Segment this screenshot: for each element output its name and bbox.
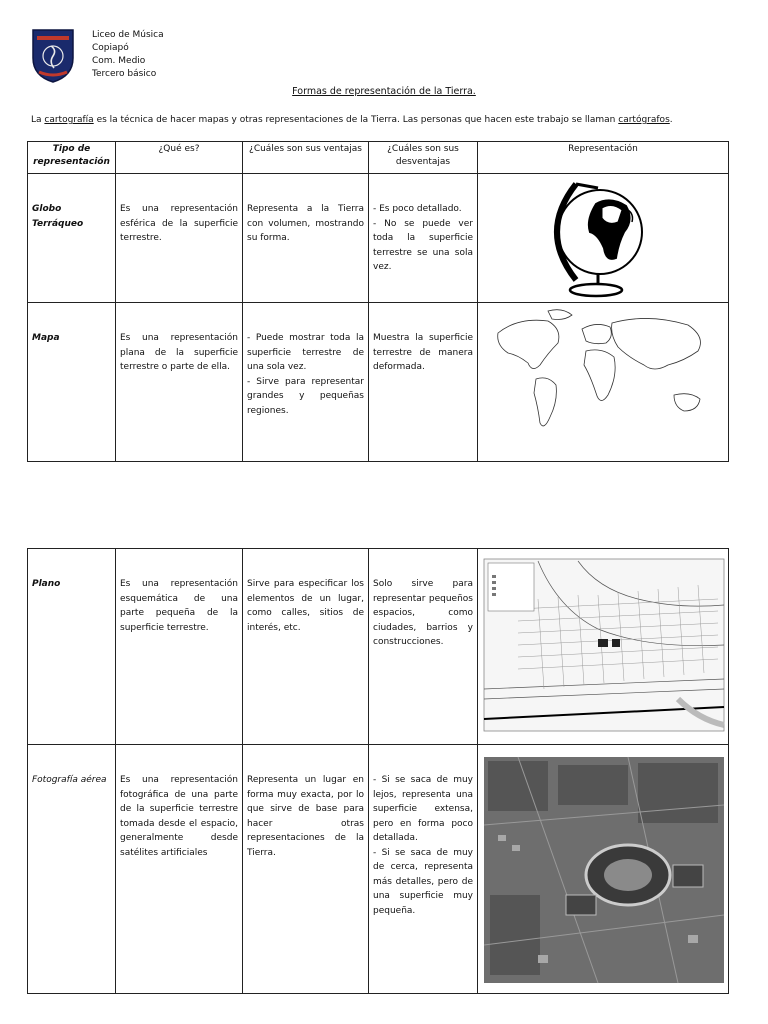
header-representacion: Representación [478, 142, 729, 174]
row-mapa-desventajas: Muestra la superficie terrestre de manera deformada. [369, 303, 478, 462]
row-globo-tipo: Globo Terráqueo [28, 174, 116, 303]
table-row [28, 745, 729, 994]
row-mapa-ventajas: - Puede mostrar toda la superficie terrestre de una sola vez. - Sirve para representar grandes y pequeñas regiones. [243, 303, 369, 462]
row-plano-que: Es una representación esquemática de una parte pequeña de la superficie terrestre. [116, 549, 243, 745]
document-title: Formas de representación de la Tierra. [292, 86, 476, 97]
row-globo-desventajas: - Es poco detallado. - No se puede ver toda la superficie terrestre se una sola vez. [369, 174, 478, 303]
row-plano-desventajas: Solo sirve para representar pequeños espacios, como ciudades, barrios y construcciones. [369, 549, 478, 745]
table-row [28, 174, 729, 303]
header-ventajas: ¿Cuáles son sus ventajas [243, 142, 369, 174]
row-foto-que: Es una representación fotográfica de una parte de la superficie terrestre tomada desde el espacio, generalmente desde satélites artificiales [116, 745, 243, 994]
row-foto-tipo: Fotografía aérea [28, 745, 116, 994]
row-globo-que: Es una representación esférica de la superficie terrestre. [116, 174, 243, 303]
school-header [92, 29, 164, 81]
row-globo-ventajas: Representa a la Tierra con volumen, mostrando su forma. [243, 174, 369, 303]
term-cartografia: cartografía [44, 115, 94, 125]
term-cartografos: cartógrafos [618, 115, 670, 125]
school-subject: Com. Medio [92, 56, 146, 66]
header-que: ¿Qué es? [116, 142, 243, 174]
representation-table-part2 [27, 548, 729, 994]
row-foto-desventajas: - Si se saca de muy lejos, representa una superficie extensa, pero en forma poco detallada. - Si se saca de muy de cerca, representa más detalles, pero de una superficie muy pequeña. [369, 745, 478, 994]
row-plano-tipo: Plano [28, 549, 116, 745]
school-name: Liceo de Música [92, 30, 164, 40]
intro-paragraph: La cartografía es la técnica de hacer mapas y otras representaciones de la Tierra. Las personas que hacen este trabajo se llaman cartógrafos. [31, 115, 673, 125]
school-grade: Tercero básico [92, 69, 157, 79]
row-mapa-tipo: Mapa [28, 303, 116, 462]
globe-illustration [478, 174, 729, 303]
row-plano-ventajas: Sirve para especificar los elementos de un lugar, como calles, sitios de interés, etc. [243, 549, 369, 745]
world-map-illustration [478, 303, 729, 462]
table-row [28, 549, 729, 745]
representation-table-part1 [27, 141, 729, 462]
header-desventajas: ¿Cuáles son sus desventajas [369, 142, 478, 174]
school-city: Copiapó [92, 43, 129, 53]
school-crest-icon [31, 28, 75, 84]
city-plan-illustration [478, 549, 729, 745]
aerial-photo [478, 745, 729, 994]
header-tipo: Tipo de representación [28, 142, 116, 174]
row-mapa-que: Es una representación plana de la superficie terrestre o parte de ella. [116, 303, 243, 462]
table-header-row [28, 142, 729, 174]
row-foto-ventajas: Representa un lugar en forma muy exacta, por lo que sirve de base para hacer otras representaciones de la Tierra. [243, 745, 369, 994]
table-row [28, 303, 729, 462]
